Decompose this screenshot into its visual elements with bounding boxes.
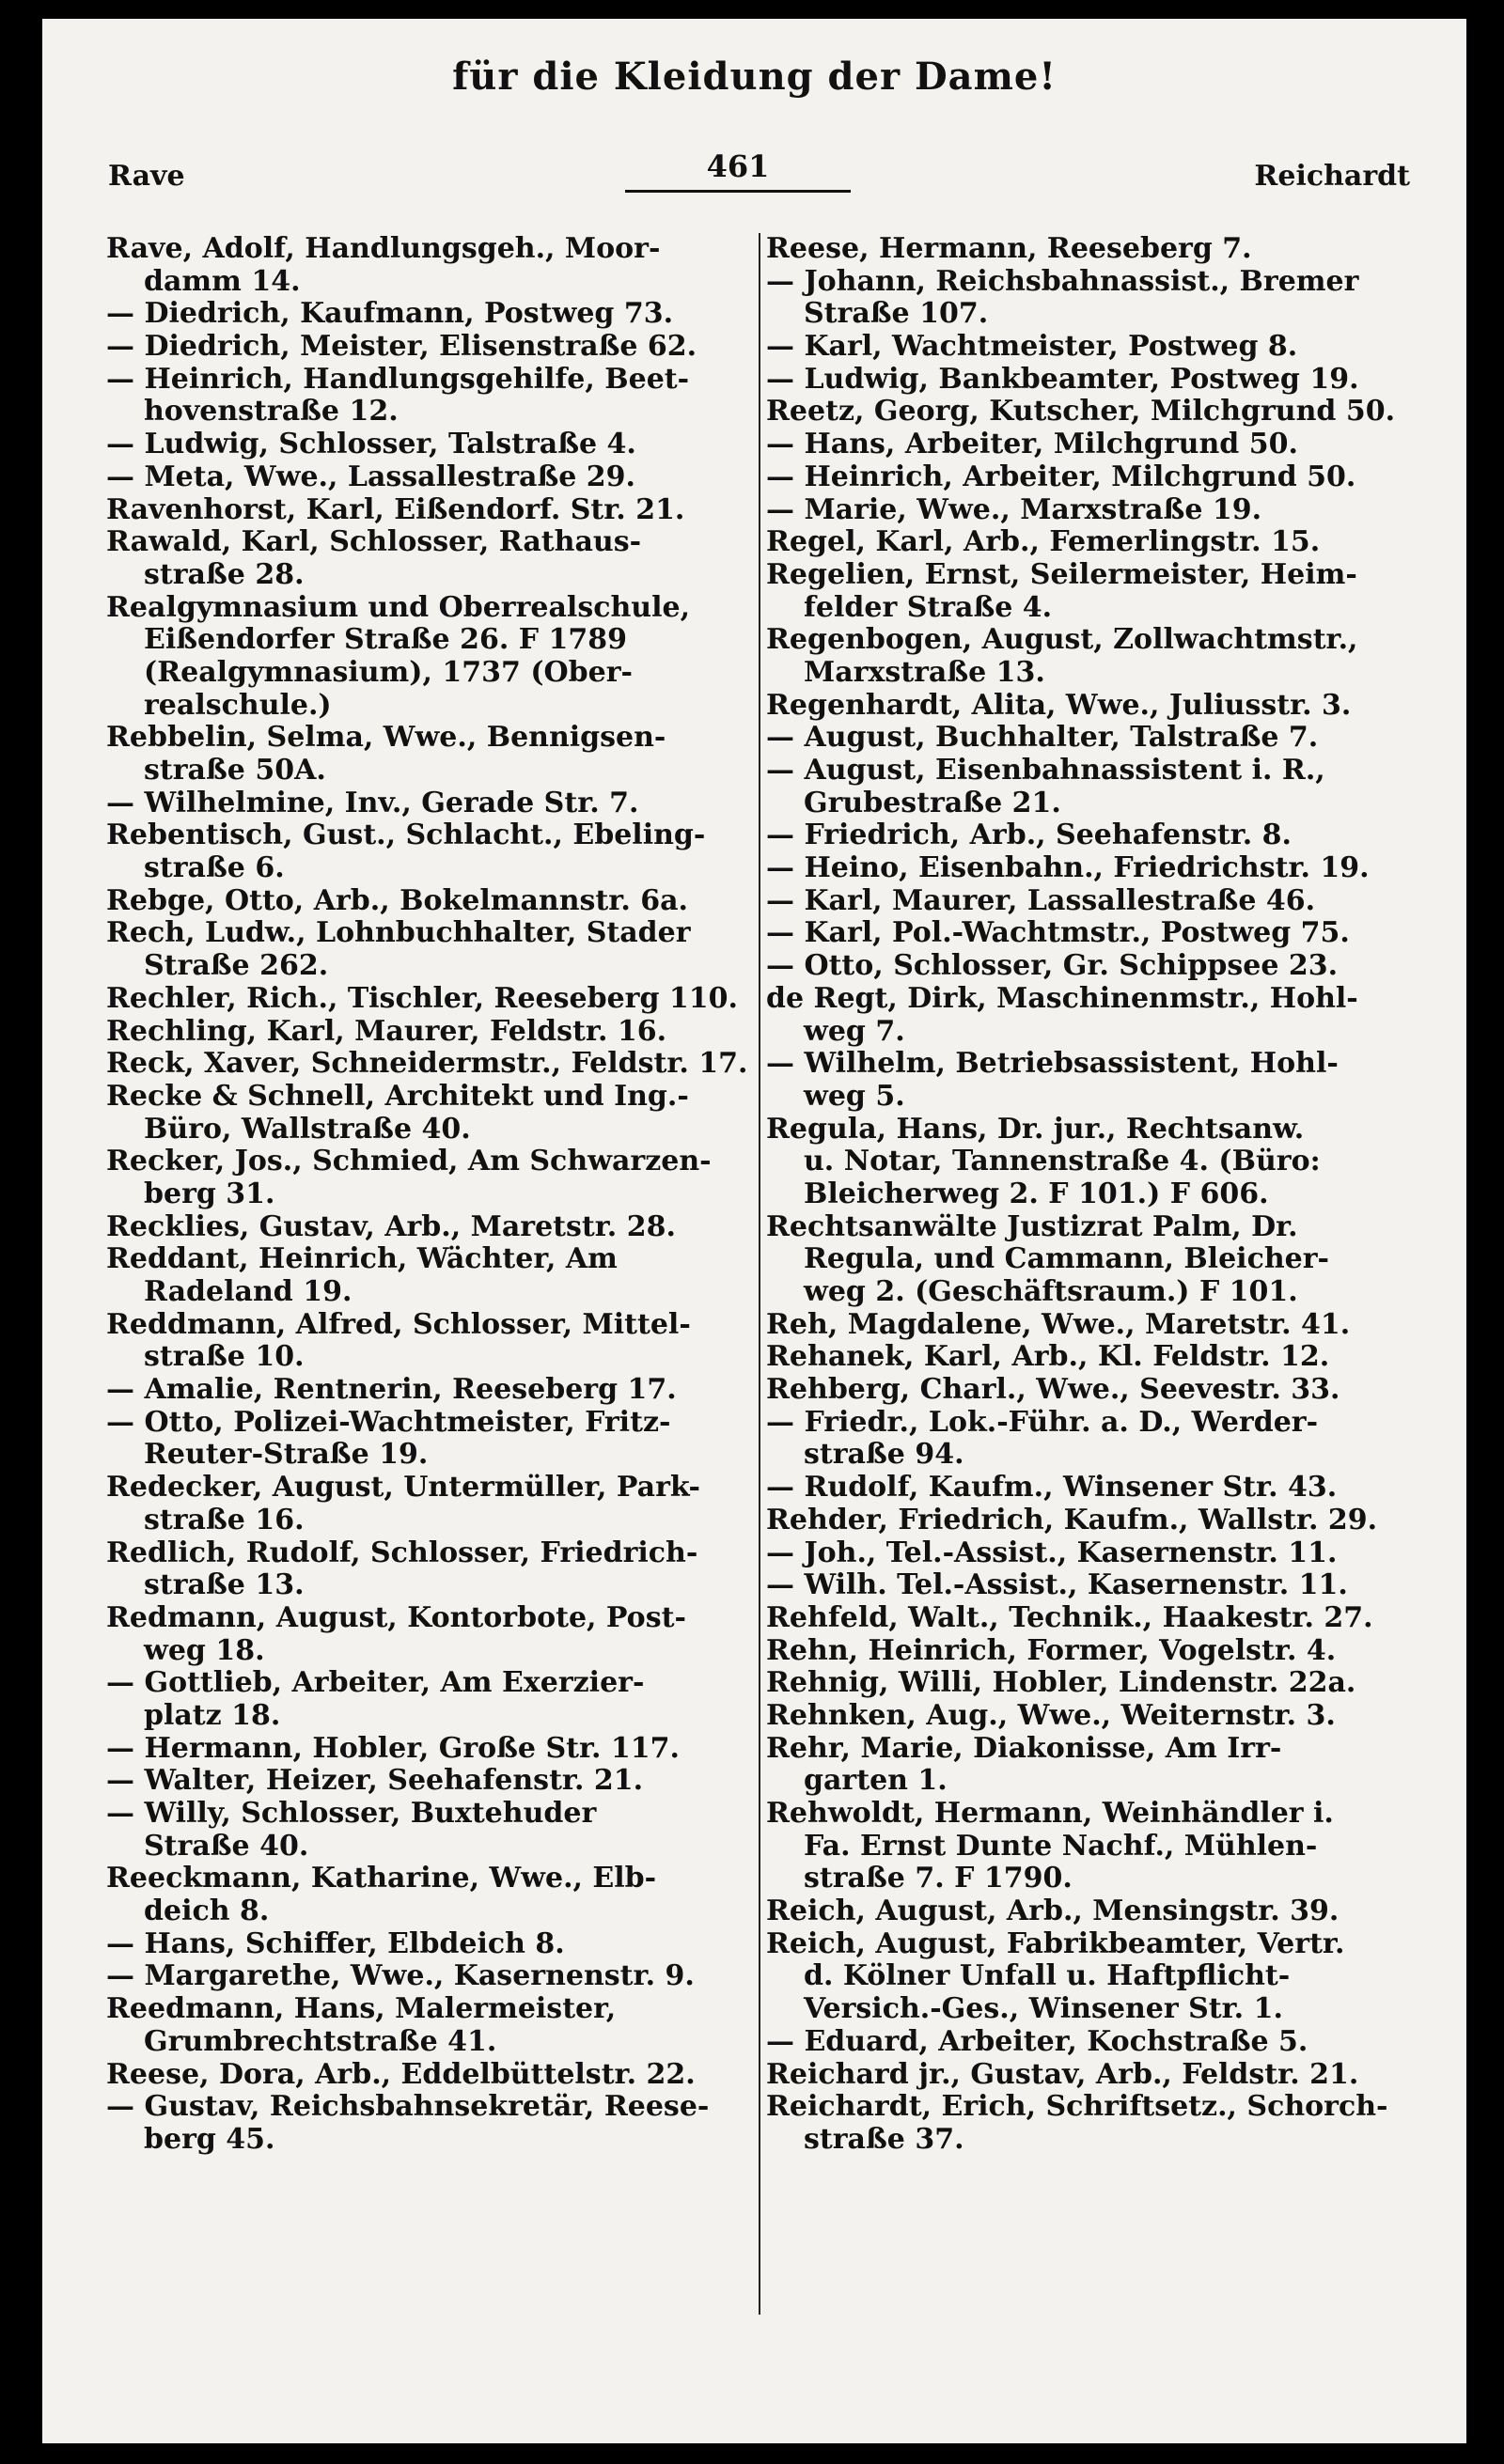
entry-line: — Karl, Maurer, Lassallestraße 46. <box>766 883 1316 917</box>
entry-line: Regula, Hans, Dr. jur., Rechtsanw. <box>766 1112 1305 1146</box>
entry-line: Rehn, Heinrich, Former, Vogelstr. 4. <box>766 1633 1337 1667</box>
entry-line: — Friedr., Lok.-Führ. a. D., Werder- <box>766 1405 1319 1439</box>
entry-line: straße 10. <box>144 1340 305 1374</box>
entry-line: Reddmann, Alfred, Schlosser, Mittel- <box>106 1307 691 1341</box>
entry-line: Rebbelin, Selma, Wwe., Bennigsen- <box>106 721 666 755</box>
entry-line: Büro, Wallstraße 40. <box>144 1112 471 1146</box>
entry-line: — Wilhelmine, Inv., Gerade Str. 7. <box>106 786 639 819</box>
entry-line: Rehnken, Aug., Wwe., Weiternstr. 3. <box>766 1698 1336 1732</box>
entry-line: straße 16. <box>144 1503 305 1536</box>
entry-line: Reich, August, Fabrikbeamter, Vertr. <box>766 1926 1345 1960</box>
entry-line: — Karl, Pol.-Wachtmstr., Postweg 75. <box>766 916 1350 950</box>
entry-line: deich 8. <box>144 1895 270 1928</box>
entry-line: Reedmann, Hans, Malermeister, <box>106 1992 617 2026</box>
entry-line: — Heinrich, Arbeiter, Milchgrund 50. <box>766 460 1356 493</box>
entry-line: straße 7. F 1790. <box>804 1862 1073 1895</box>
entry-line: Reeckmann, Katharine, Wwe., Elb- <box>106 1862 657 1895</box>
entry-line: Reichard jr., Gustav, Arb., Feldstr. 21. <box>766 2057 1359 2091</box>
entry-line: Recke & Schnell, Architekt und Ing.- <box>106 1079 689 1113</box>
entry-line: straße 6. <box>144 851 285 885</box>
column-divider <box>759 233 760 2315</box>
entry-line: Eißendorfer Straße 26. F 1789 <box>144 623 627 657</box>
entry-line: Rehberg, Charl., Wwe., Seevestr. 33. <box>766 1373 1340 1407</box>
entry-line: — Hans, Schiffer, Elbdeich 8. <box>106 1926 565 1960</box>
entry-line: Reichardt, Erich, Schriftsetz., Schorch- <box>766 2090 1388 2124</box>
entry-line: Straße 262. <box>144 949 329 983</box>
entry-line: platz 18. <box>144 1698 281 1732</box>
entry-line: Realgymnasium und Oberrealschule, <box>106 590 691 624</box>
entry-line: straße 50A. <box>144 754 326 787</box>
entry-line: Rawald, Karl, Schlosser, Rathaus- <box>106 525 642 559</box>
entry-line: weg 7. <box>804 1014 905 1048</box>
entry-line: Fa. Ernst Dunte Nachf., Mühlen- <box>804 1829 1318 1863</box>
entry-line: Rech, Ludw., Lohnbuchhalter, Stader <box>106 916 691 950</box>
entry-line: — Wilhelm, Betriebsassistent, Hohl- <box>766 1047 1339 1081</box>
entry-line: Recklies, Gustav, Arb., Maretstr. 28. <box>106 1209 676 1243</box>
entry-line: — Joh., Tel.-Assist., Kasernenstr. 11. <box>766 1536 1338 1569</box>
page-number: 461 <box>706 148 770 184</box>
entry-line: Rave, Adolf, Handlungsgeh., Moor- <box>106 232 661 265</box>
entry-line: — Meta, Wwe., Lassallestraße 29. <box>106 460 635 493</box>
entry-line: berg 31. <box>144 1177 275 1210</box>
entry-line: — Hans, Arbeiter, Milchgrund 50. <box>766 428 1298 461</box>
entry-line: — Ludwig, Schlosser, Talstraße 4. <box>106 428 636 461</box>
entry-line: realschule.) <box>144 688 332 722</box>
directory-page <box>42 19 1466 2443</box>
entry-line: Grumbrechtstraße 41. <box>144 2024 497 2058</box>
entry-line: — August, Buchhalter, Talstraße 7. <box>766 721 1319 755</box>
entry-line: — Walter, Heizer, Seehafenstr. 21. <box>106 1764 644 1798</box>
entry-line: Rehr, Marie, Diakonisse, Am Irr- <box>766 1731 1282 1765</box>
entry-line: felder Straße 4. <box>804 590 1053 624</box>
entry-line: Reuter-Straße 19. <box>144 1438 429 1472</box>
entry-line: Straße 107. <box>804 297 989 331</box>
entry-line: Rechling, Karl, Maurer, Feldstr. 16. <box>106 1014 667 1048</box>
entry-line: Rehwoldt, Hermann, Weinhändler i. <box>766 1797 1334 1830</box>
entry-line: Rehfeld, Walt., Technik., Haakestr. 27. <box>766 1600 1373 1634</box>
entry-line: Rechler, Rich., Tischler, Reeseberg 110. <box>106 981 738 1015</box>
entry-line: Rebge, Otto, Arb., Bokelmannstr. 6a. <box>106 883 688 917</box>
entry-line: — Margarethe, Wwe., Kasernenstr. 9. <box>106 1959 695 1993</box>
entry-line: — Hermann, Hobler, Große Str. 117. <box>106 1731 680 1765</box>
entry-line: damm 14. <box>144 264 301 298</box>
entry-line: — Gustav, Reichsbahnsekretär, Reese- <box>106 2090 710 2124</box>
entry-line: — Heino, Eisenbahn., Friedrichstr. 19. <box>766 851 1370 885</box>
entry-line: Marxstraße 13. <box>804 655 1045 689</box>
entry-line: Reddant, Heinrich, Wächter, Am <box>106 1242 618 1276</box>
header-rule <box>625 190 851 193</box>
entry-line: Grubestraße 21. <box>804 786 1061 819</box>
entry-line: Rebentisch, Gust., Schlacht., Ebeling- <box>106 819 706 852</box>
entry-line: Regenbogen, August, Zollwachtmstr., <box>766 623 1358 657</box>
entry-line: Radeland 19. <box>144 1275 352 1308</box>
entry-line: Rehder, Friedrich, Kaufm., Wallstr. 29. <box>766 1503 1378 1536</box>
entry-line: — Diedrich, Meister, Elisenstraße 62. <box>106 330 697 364</box>
entry-line: straße 13. <box>144 1568 305 1602</box>
entry-line: Redmann, August, Kontorbote, Post- <box>106 1600 686 1634</box>
entry-line: Reh, Magdalene, Wwe., Maretstr. 41. <box>766 1307 1351 1341</box>
entry-line: Reck, Xaver, Schneidermstr., Feldstr. 17. <box>106 1047 748 1081</box>
entry-line: Rehnig, Willi, Hobler, Lindenstr. 22a. <box>766 1666 1356 1700</box>
entry-line: Reetz, Georg, Kutscher, Milchgrund 50. <box>766 395 1396 429</box>
right-column <box>766 233 1448 2157</box>
entry-line: straße 28. <box>144 557 305 591</box>
entry-line: Regelien, Ernst, Seilermeister, Heim- <box>766 557 1357 591</box>
entry-line: weg 5. <box>804 1079 905 1113</box>
left-column <box>106 233 755 2157</box>
entry-line: — Karl, Wachtmeister, Postweg 8. <box>766 330 1298 364</box>
entry-line: — Wilh. Tel.-Assist., Kasernenstr. 11. <box>766 1568 1348 1602</box>
entry-line: — Heinrich, Handlungsgehilfe, Beet- <box>106 362 690 396</box>
entry-line: Recker, Jos., Schmied, Am Schwarzen- <box>106 1145 712 1178</box>
entry-line: Regenhardt, Alita, Wwe., Juliusstr. 3. <box>766 688 1352 722</box>
entry-line: weg 2. (Geschäftsraum.) F 101. <box>804 1275 1298 1308</box>
entry-line: — Rudolf, Kaufm., Winsener Str. 43. <box>766 1471 1338 1505</box>
entry-line: Reese, Hermann, Reeseberg 7. <box>766 232 1252 265</box>
entry-line: Straße 40. <box>144 1829 309 1863</box>
entry-line: berg 45. <box>144 2122 275 2156</box>
entry-line: straße 37. <box>804 2122 964 2156</box>
entry-line: weg 18. <box>144 1633 265 1667</box>
entry-line: Reich, August, Arb., Mensingstr. 39. <box>766 1895 1340 1928</box>
entry-line: Rechtsanwälte Justizrat Palm, Dr. <box>766 1209 1298 1243</box>
entry-line: Redlich, Rudolf, Schlosser, Friedrich- <box>106 1536 698 1569</box>
entry-line: de Regt, Dirk, Maschinenmstr., Hohl- <box>766 981 1358 1015</box>
entry-line: Regula, und Cammann, Bleicher- <box>804 1242 1329 1276</box>
entry-line: garten 1. <box>804 1764 948 1798</box>
entry-line: — Willy, Schlosser, Buxtehuder <box>106 1797 597 1830</box>
entry-line: — Diedrich, Kaufmann, Postweg 73. <box>106 297 674 331</box>
entry-line: Ravenhorst, Karl, Eißendorf. Str. 21. <box>106 492 685 526</box>
entry-line: — Johann, Reichsbahnassist., Bremer <box>766 264 1359 298</box>
entry-line: Rehanek, Karl, Arb., Kl. Feldstr. 12. <box>766 1340 1330 1374</box>
entry-line: — Gottlieb, Arbeiter, Am Exerzier- <box>106 1666 645 1700</box>
entry-line: Versich.-Ges., Winsener Str. 1. <box>804 1992 1283 2026</box>
entry-line: — Otto, Polizei-Wachtmeister, Fritz- <box>106 1405 671 1439</box>
running-head-left: Rave <box>108 160 185 193</box>
entry-line: — Amalie, Rentnerin, Reeseberg 17. <box>106 1373 677 1407</box>
entry-line: Bleicherweg 2. F 101.) F 606. <box>804 1177 1269 1210</box>
entry-line: — Otto, Schlosser, Gr. Schippsee 23. <box>766 949 1339 983</box>
entry-line: u. Notar, Tannenstraße 4. (Büro: <box>804 1145 1321 1178</box>
entry-line: — Eduard, Arbeiter, Kochstraße 5. <box>766 2024 1308 2058</box>
entry-line: — August, Eisenbahnassistent i. R., <box>766 754 1325 787</box>
entry-line: Redecker, August, Untermüller, Park- <box>106 1471 700 1505</box>
entry-line: — Ludwig, Bankbeamter, Postweg 19. <box>766 362 1359 396</box>
entry-line: (Realgymnasium), 1737 (Ober- <box>144 655 633 689</box>
entry-line: hovenstraße 12. <box>144 395 399 429</box>
entry-line: — Marie, Wwe., Marxstraße 19. <box>766 492 1262 526</box>
entry-line: straße 94. <box>804 1438 964 1472</box>
entry-line: Regel, Karl, Arb., Femerlingstr. 15. <box>766 525 1321 559</box>
entry-line: d. Kölner Unfall u. Haftpflicht- <box>804 1959 1291 1993</box>
running-head-right: Reichardt <box>1254 160 1410 193</box>
advertisement-banner: für die Kleidung der Dame! <box>452 55 1057 99</box>
entry-line: — Friedrich, Arb., Seehafenstr. 8. <box>766 819 1292 852</box>
entry-line: Reese, Dora, Arb., Eddelbüttelstr. 22. <box>106 2057 696 2091</box>
